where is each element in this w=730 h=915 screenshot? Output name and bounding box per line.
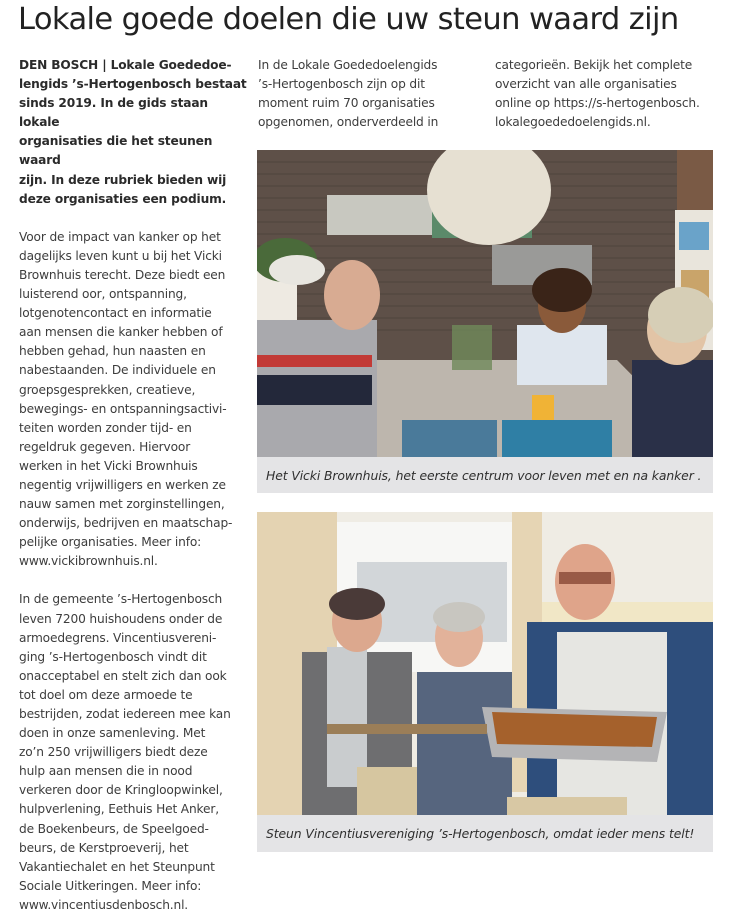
lead-line: lengids ’s-Hertogenbosch bestaat xyxy=(19,77,247,92)
grey-hair xyxy=(433,602,485,632)
text-line: tot doel om deze armoede te xyxy=(19,687,193,702)
article-column-1 xyxy=(19,56,249,915)
text-line: ging ’s-Hertogenbosch vindt dit xyxy=(19,649,207,664)
photo-caption-vicki-brownhuis: Het Vicki Brownhuis, het eerste centrum voor leven met en na kanker . xyxy=(257,457,713,493)
magazine xyxy=(402,420,497,457)
photo-caption-vincentius: Steun Vincentiusvereniging ’s-Hertogenbosch, omdat ieder mens telt! xyxy=(257,815,713,852)
vincentius-url[interactable]: www.vincentiusdenbosch.nl. xyxy=(19,897,189,912)
vicki-brownhuis-url[interactable]: www.vickibrownhuis.nl. xyxy=(19,554,158,569)
lead-line: sinds 2019. In de gids staan lokale xyxy=(19,96,208,130)
yellow-mug xyxy=(532,395,554,420)
text-line: aan mensen die kanker hebben of xyxy=(19,325,223,340)
text-line: luisterend oor, ontspanning, xyxy=(19,287,187,302)
paragraph-vincentius xyxy=(19,590,249,915)
text-line: armoedegrens. Vincentiusvereni- xyxy=(19,630,217,645)
paragraph-guide-intro xyxy=(258,56,483,132)
text-line: pelijke organisaties. Meer info: xyxy=(19,535,202,550)
guide-url-part2[interactable]: lokalegoededoelengids.nl. xyxy=(495,115,651,130)
text-line: onacceptabel en stelt zich dan ook xyxy=(19,668,227,683)
article-column-3 xyxy=(495,56,720,132)
text-line: Brownhuis terecht. Deze biedt een xyxy=(19,267,226,282)
man-head xyxy=(324,260,380,330)
fried-food xyxy=(492,712,657,747)
text-line: beurs, de Kerstproeverij, het xyxy=(19,840,189,855)
text-line: dagelijks leven kunt u bij het Vicki xyxy=(19,248,222,263)
text-line: teiten worden zonder tijd- en xyxy=(19,420,192,435)
woman-white-blouse xyxy=(517,325,607,385)
text-line: leven 7200 huishoudens onder de xyxy=(19,611,223,626)
glasses xyxy=(559,572,611,584)
text-line: categorieën. Bekijk het complete xyxy=(495,58,693,72)
article-headline: Lokale goede doelen die uw steun waard zijn xyxy=(18,2,679,37)
chair xyxy=(357,767,417,815)
guide-url-part1[interactable]: online op https://s-hertogenbosch. xyxy=(495,96,700,111)
lead-line: zijn. In deze rubriek bieden wij xyxy=(19,172,227,187)
article-column-2 xyxy=(258,56,483,132)
curly-hair xyxy=(532,268,592,312)
lead-line: organisaties die het steunen waard xyxy=(19,134,213,168)
text-line: werken in het Vicki Brownhuis xyxy=(19,458,198,473)
text-line: onderwijs, bedrijven en maatschap- xyxy=(19,516,233,531)
flowers xyxy=(452,325,492,370)
lead-line: deze organisaties een podium. xyxy=(19,191,227,206)
text-line: moment ruim 70 organisaties xyxy=(258,96,435,111)
wooden-tray xyxy=(327,724,487,734)
paragraph-spacer xyxy=(19,571,249,590)
text-line: Voor de impact van kanker op het xyxy=(19,229,221,244)
text-line: Sociale Uitkeringen. Meer info: xyxy=(19,878,202,893)
text-line: de Boekenbeurs, de Speelgoed- xyxy=(19,821,209,836)
text-line: ’s-Hertogenbosch zijn op dit xyxy=(258,77,425,92)
shirt-navy-stripe xyxy=(257,375,372,405)
plant-pot xyxy=(269,255,325,285)
dark-hair xyxy=(329,588,385,620)
text-line: Vakantiechalet en het Steunpunt xyxy=(19,859,215,874)
text-line: bestrijden, zodat iedereen mee kan xyxy=(19,707,231,721)
paragraph-guide-continued xyxy=(495,56,720,132)
text-line: hulpverlening, Eethuis Het Anker, xyxy=(19,802,219,817)
text-line: bewegings- en ontspanningsactivi- xyxy=(19,401,227,416)
scarf xyxy=(327,647,367,787)
text-line: In de gemeente ’s-Hertogenbosch xyxy=(19,592,223,607)
shirt-red-stripe xyxy=(257,355,372,367)
text-line: hebben gehad, hun naasten en xyxy=(19,344,206,359)
text-line: overzicht van alle organisaties xyxy=(495,77,677,92)
text-line: hulp aan mensen die in nood xyxy=(19,764,193,779)
older-woman-navy-top xyxy=(632,360,713,457)
lead-line: DEN BOSCH | Lokale Goededoe- xyxy=(19,58,232,72)
text-line: nabestaanden. De individuele en xyxy=(19,363,216,378)
text-line: negentig vrijwilligers en werken ze xyxy=(19,477,226,492)
text-line: nauw samen met zorginstellingen, xyxy=(19,497,225,512)
window xyxy=(327,195,437,235)
colorful-items xyxy=(679,222,709,250)
text-line: regeldruk gegeven. Hiervoor xyxy=(19,439,191,454)
photo-vincentius-volunteers xyxy=(257,512,713,815)
brochure xyxy=(502,420,612,457)
text-line: groepsgesprekken, creatieve, xyxy=(19,382,196,397)
text-line: lotgenotencontact en informatie xyxy=(19,306,212,321)
grey-hair xyxy=(648,287,713,343)
article-lead xyxy=(19,56,249,209)
chair-back xyxy=(507,797,627,815)
photo-vicki-brownhuis-illustration xyxy=(257,150,713,457)
photo-vincentius-illustration xyxy=(257,512,713,815)
paragraph-vicki-brownhuis xyxy=(19,228,249,572)
text-line: zo’n 250 vrijwilligers biedt deze xyxy=(19,745,208,760)
text-line: doen in onze samenleving. Met xyxy=(19,726,206,741)
text-line: verkeren door de Kringloopwinkel, xyxy=(19,783,223,798)
photo-vicki-brownhuis xyxy=(257,150,713,457)
wooden-ceiling xyxy=(677,150,713,210)
text-line: In de Lokale Goededoelengids xyxy=(258,58,438,72)
text-line: opgenomen, onderverdeeld in xyxy=(258,115,439,130)
